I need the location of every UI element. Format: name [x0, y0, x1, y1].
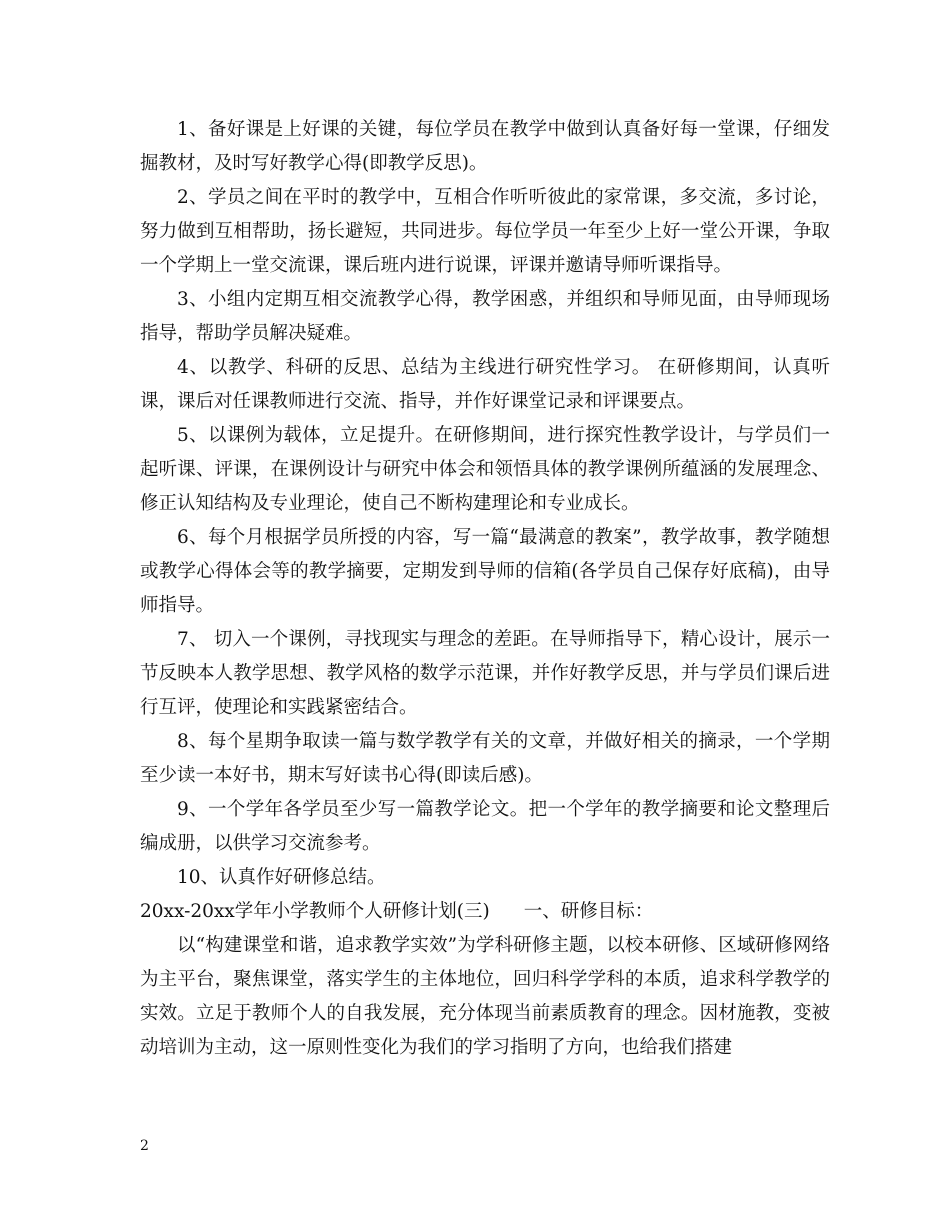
paragraph-item-7: 7、 切入一个课例，寻找现实与理念的差距。在导师指导下，精心设计，展示一节反映本人教学思想、教学风格的数学示范课，并作好教学反思，并与学员们课后进行互评，使理论和实践紧密结合。 [140, 629, 830, 718]
paragraph-item-6: 6、每个月根据学员所授的内容，写一篇“最满意的教案”，教学故事，教学随想或教学心得体会等的教学摘要，定期发到导师的信箱(各学员自己保存好底稿)，由导师指导。 [140, 527, 830, 616]
section-heading: 一、研修目标： [523, 901, 654, 922]
plan-title: 20xx-20xx学年小学教师个人研修计划(三) [140, 901, 490, 922]
paragraph-item-5: 5、以课例为载体，立足提升。在研修期间，进行探究性教学设计，与学员们一起听课、评课，在课例设计与研究中体会和领悟具体的教学课例所蕴涵的发展理念、修正认知结构及专业理论，使自己不断构建理论和专业成长。 [140, 425, 830, 514]
paragraph-item-8: 8、每个星期争取读一篇与数学教学有关的文章，并做好相关的摘录，一个学期至少读一本好书，期末写好读书心得(即读后感)。 [140, 731, 830, 786]
document-body [140, 113, 830, 1065]
paragraph-item-10: 10、认真作好研修总结。 [177, 867, 386, 888]
page-number: 2 [140, 1138, 149, 1154]
paragraph-item-1: 1、备好课是上好课的关键，每位学员在教学中做到认真备好每一堂课，仔细发掘教材，及时写好教学心得(即教学反思)。 [140, 119, 830, 174]
paragraph-item-4: 4、以教学、科研的反思、总结为主线进行研究性学习。 在研修期间，认真听课，课后对任课教师进行交流、指导，并作好课堂记录和评课要点。 [140, 357, 830, 412]
paragraph-item-2: 2、学员之间在平时的教学中，互相合作听听彼此的家常课，多交流，多讨论，努力做到互相帮助，扬长避短，共同进步。每位学员一年至少上好一堂公开课，争取一个学期上一堂交流课，课后班内进行说课，评课并邀请导师听课指导。 [140, 187, 830, 276]
goal-paragraph: 以“构建课堂和谐，追求教学实效”为学科研修主题，以校本研修、区域研修网络为主平台，聚焦课堂，落实学生的主体地位，回归科学学科的本质，追求科学教学的实效。立足于教师个人的自我发展，充分体现当前素质教育的理念。因材施教，变被动培训为主动，这一原则性变化为我们的学习指明了方向，也给我们搭建 [140, 935, 830, 1058]
plan-heading [140, 895, 830, 929]
paragraph-item-9: 9、一个学年各学员至少写一篇教学论文。把一个学年的教学摘要和论文整理后编成册，以供学习交流参考。 [140, 799, 830, 854]
paragraph-item-3: 3、小组内定期互相交流教学心得，教学困惑，并组织和导师见面，由导师现场指导，帮助学员解决疑难。 [140, 289, 830, 344]
